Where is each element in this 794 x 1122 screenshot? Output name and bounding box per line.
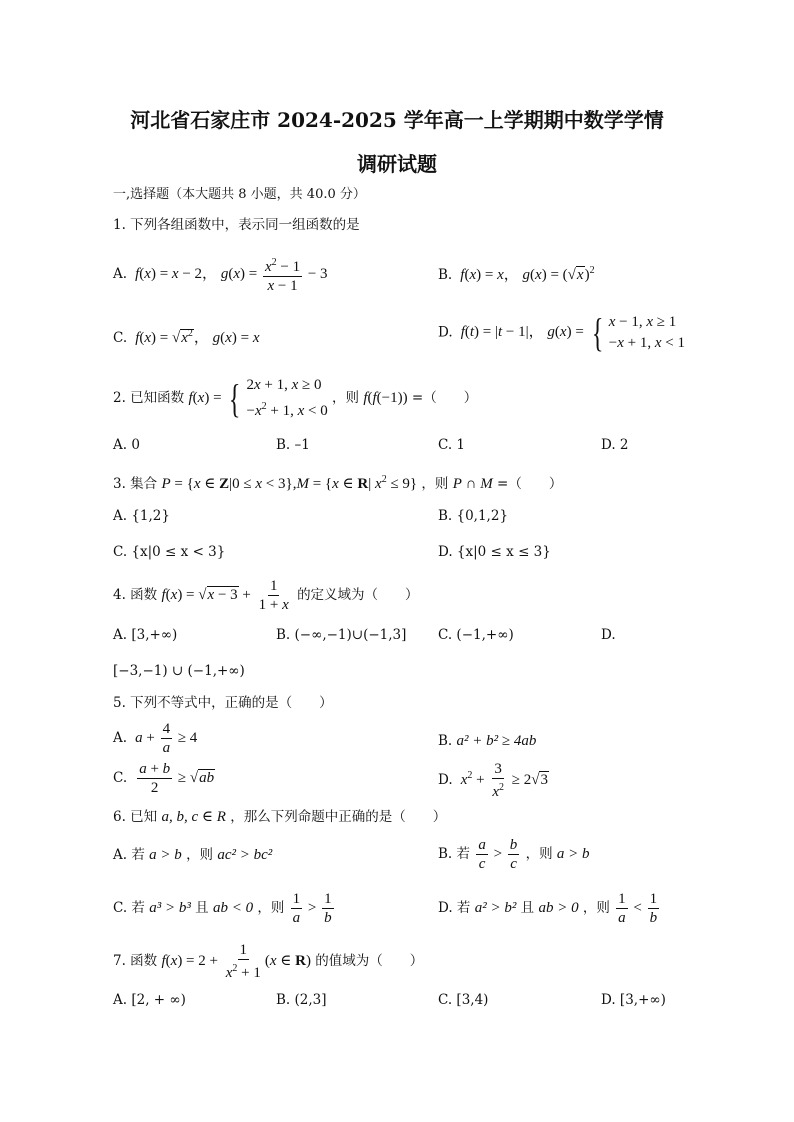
stem-suffix: 的值域为（ ） bbox=[315, 952, 424, 969]
stem-expression-2: P ∩ M bbox=[452, 476, 493, 492]
question-2-option-d: D. 2 bbox=[601, 437, 629, 453]
page-title-line2: 调研试题 bbox=[357, 152, 437, 176]
question-6-option-b bbox=[438, 836, 590, 873]
question-1-option-c bbox=[113, 325, 259, 347]
question-3-stem bbox=[113, 471, 562, 493]
question-1-option-a bbox=[113, 254, 328, 295]
option-label: A. 若 bbox=[113, 847, 145, 863]
stem-prefix: 4. 函数 bbox=[113, 586, 158, 603]
option-result: $\frac{1}{a}$ < $\frac{1}{b}$ bbox=[618, 891, 658, 926]
option-label: B. bbox=[438, 267, 453, 283]
option-label: C. bbox=[113, 330, 128, 346]
option-result: $\frac{1}{a}$ > $\frac{1}{b}$ bbox=[292, 891, 332, 926]
question-6-stem bbox=[113, 808, 446, 826]
question-7-option-a: A. [2, + ∞) bbox=[113, 992, 186, 1008]
question-5-option-b bbox=[438, 732, 536, 750]
stem-suffix: =（ ） bbox=[411, 389, 478, 406]
question-7-option-c: C. [3,4) bbox=[438, 992, 489, 1008]
option-condition: a³ > b³ bbox=[149, 899, 191, 916]
page-title-line1: 河北省石家庄市 2024-2025 学年高一上学期期中数学学情 bbox=[130, 108, 664, 132]
option-then: ，则 bbox=[257, 899, 285, 916]
question-3-option-b: B. {0,1,2} bbox=[438, 508, 509, 524]
option-expression: $\frac{a + b}{2}$ ≥ √ab bbox=[139, 761, 215, 796]
question-3-option-c: C. {x|0 ≤ x < 3} bbox=[113, 544, 226, 560]
option-result: ac² > bc² bbox=[217, 847, 273, 863]
question-3-option-d: D. {x|0 ≤ x ≤ 3} bbox=[438, 544, 551, 560]
stem-suffix: ，则 bbox=[421, 476, 449, 492]
option-then: ，则 bbox=[582, 899, 610, 916]
question-5-option-d bbox=[438, 760, 549, 801]
question-6-option-d bbox=[438, 890, 661, 927]
option-result: a > b bbox=[556, 845, 590, 862]
question-5-option-a bbox=[113, 720, 197, 757]
option-label: D. 若 bbox=[438, 899, 471, 916]
option-condition: $\frac{a}{c}$ > $\frac{b}{c}$ bbox=[478, 837, 518, 872]
question-6-option-c bbox=[113, 890, 336, 927]
option-expression: $x^2$ + $\frac{3}{x^2}$ ≥ 2√3 bbox=[456, 761, 548, 800]
stem-blank: =（ ） bbox=[497, 476, 563, 492]
option-label: C. 若 bbox=[113, 899, 145, 916]
question-2-option-a: A. 0 bbox=[113, 437, 140, 453]
question-4-option-c: C. (−1,+∞) bbox=[438, 627, 514, 643]
stem-expression: f(x) = 2 + $\frac{1}{x^2 + 1}$ (x ∈ R) bbox=[161, 942, 311, 981]
option-expression: f(t) = |t − 1|， g(x) = { x − 1, x ≥ 1 −x + 1, x < 1 bbox=[456, 310, 685, 355]
question-1-option-d bbox=[438, 312, 685, 354]
stem-prefix: 6. 已知 bbox=[113, 809, 158, 825]
stem-expression: f(x) = √x − 3 + $\frac{1}{1 + x}$ bbox=[161, 578, 289, 613]
question-4-option-d-continuation: [−3,−1) ∪ (−1,+∞) bbox=[113, 663, 245, 679]
option-expression: $f(x) = √x^2$， g(x) = x bbox=[131, 328, 260, 346]
option-expression: a + $\frac{4}{a}$ ≥ 4 bbox=[131, 721, 198, 756]
question-7-option-b: B. (2,3] bbox=[276, 992, 327, 1008]
option-label: B. 若 bbox=[438, 845, 471, 862]
stem-vars: a, b, c ∈ R bbox=[161, 809, 226, 825]
stem-suffix: 的定义域为（ ） bbox=[297, 586, 419, 603]
section-heading: 一,选择题（本大题共 8 小题，共 40.0 分） bbox=[113, 187, 366, 202]
option-condition: a² > b² bbox=[474, 899, 517, 916]
option-expression: f(x) = x − 2， g(x) = $\frac{x^2 - 1}{x - 1}$ − 3 bbox=[131, 266, 327, 282]
stem-prefix: 3. 集合 bbox=[113, 476, 158, 492]
option-label: A. bbox=[113, 729, 128, 746]
option-label: D. bbox=[438, 771, 453, 788]
option-expression: f(x) = x， $g(x) = (√x)^2$ bbox=[456, 265, 595, 283]
question-1-option-b bbox=[438, 262, 595, 284]
question-2-stem bbox=[113, 375, 477, 422]
question-6-option-a bbox=[113, 846, 272, 864]
question-4-option-b: B. (−∞,−1)∪(−1,3] bbox=[276, 627, 407, 643]
question-5-option-c bbox=[113, 760, 215, 797]
stem-prefix: 2. 已知函数 bbox=[113, 389, 185, 406]
option-label: D. bbox=[438, 324, 453, 341]
option-condition: a > b bbox=[149, 847, 182, 863]
question-7-stem bbox=[113, 941, 423, 982]
option-expression: a² + b² ≥ 4ab bbox=[456, 733, 537, 749]
question-4-option-a: A. [3,+∞) bbox=[113, 627, 178, 643]
stem-expression: P = {x ∈ Z|0 ≤ x < 3},M = {x ∈ R| $x^2 \le 9$} bbox=[161, 474, 418, 492]
question-5-stem: 5. 下列不等式中，正确的是（ ） bbox=[113, 695, 333, 711]
option-and: 且 bbox=[195, 899, 209, 916]
option-then: ，则 bbox=[525, 845, 553, 862]
question-2-option-c: C. 1 bbox=[438, 437, 466, 453]
option-label: C. bbox=[113, 769, 128, 786]
stem-mid: ，则 bbox=[332, 389, 360, 406]
question-7-option-d: D. [3,+∞) bbox=[601, 992, 666, 1008]
question-1-stem: 1. 下列各组函数中，表示同一组函数的是 bbox=[113, 217, 360, 233]
question-4-option-d: D. bbox=[601, 627, 616, 643]
question-3-option-a: A. {1,2} bbox=[113, 508, 170, 524]
question-2-option-b: B. –1 bbox=[276, 437, 310, 453]
stem-suffix: ，那么下列命题中正确的是（ ） bbox=[230, 809, 447, 825]
question-4-stem bbox=[113, 577, 419, 614]
stem-expression: f(x) = { 2x + 1, x ≥ 0 $-x^2 + 1$, x < 0 bbox=[188, 375, 328, 421]
stem-prefix: 7. 函数 bbox=[113, 952, 158, 969]
option-condition-2: ab > 0 bbox=[538, 899, 579, 916]
option-then: ，则 bbox=[186, 847, 214, 863]
option-label: B. bbox=[438, 733, 453, 749]
option-condition-2: ab < 0 bbox=[212, 899, 254, 916]
option-label: A. bbox=[113, 265, 128, 282]
stem-expression-2: f(f(−1)) bbox=[363, 389, 408, 406]
option-and: 且 bbox=[520, 899, 535, 916]
